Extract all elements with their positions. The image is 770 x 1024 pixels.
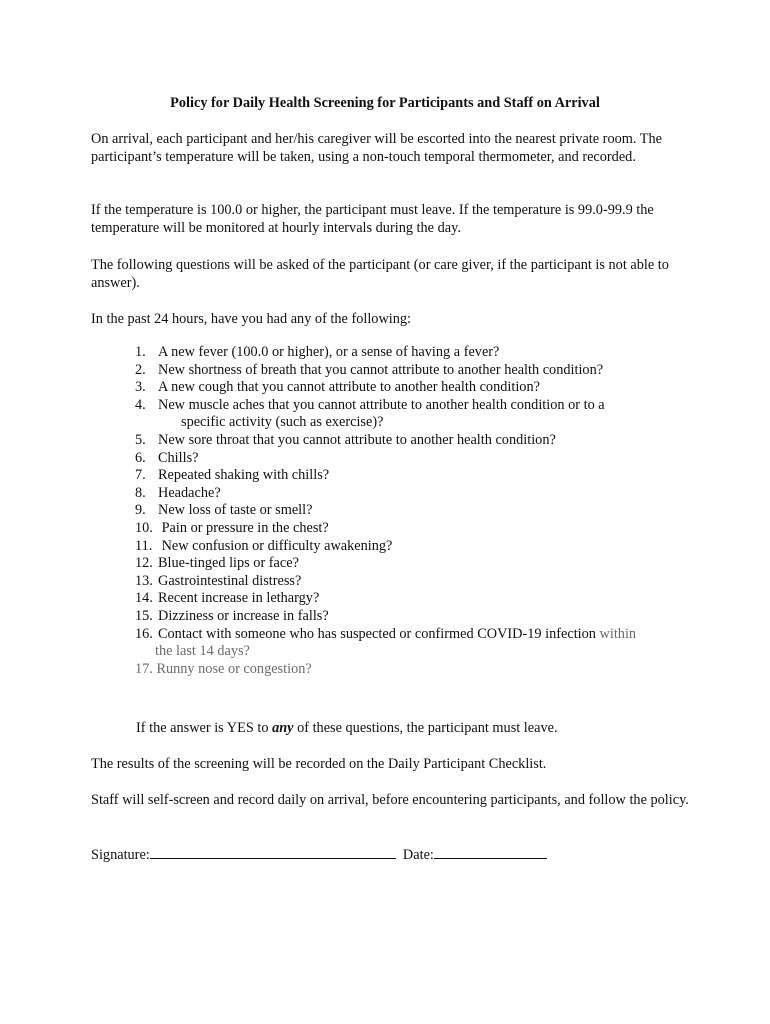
questions-intro-paragraph: The following questions will be asked of the participant (or care giver, if the participant is not able to answer). (91, 257, 669, 291)
list-item (135, 344, 695, 362)
list-item (135, 485, 695, 503)
date-label: Date: (402, 847, 434, 863)
item-text-continued: specific activity (such as exercise)? (181, 414, 384, 431)
list-item (135, 362, 695, 380)
arrival-paragraph: On arrival, each participant and her/his caregiver will be escorted into the nearest private room. The participant’s temperature will be taken, using a non-touch temporal thermometer, and recorded. (91, 131, 662, 165)
item-text: New shortness of breath that you cannot attribute to another health condition? (158, 361, 604, 378)
item-number: 4. (135, 396, 146, 413)
yes-rule-after: of these questions, the participant must leave. (293, 720, 558, 736)
item-number: 14. (135, 590, 153, 607)
item-text: Dizziness or increase in falls? (158, 607, 329, 624)
signature-label: Signature: (91, 847, 150, 863)
temperature-paragraph: If the temperature is 100.0 or higher, the participant must leave. If the temperature is 99.0-99.9 the temperature will be monitored at hourly intervals during the day. (91, 202, 654, 236)
screening-questions-list (135, 344, 695, 678)
list-item (135, 555, 695, 573)
list-item (135, 450, 695, 468)
signature-line (91, 845, 547, 864)
list-item (135, 626, 695, 661)
list-item (135, 502, 695, 520)
item-text: New sore throat that you cannot attribute to another health condition? (158, 431, 556, 448)
item-text-continued: the last 14 days? (155, 643, 250, 660)
item-text: Runny nose or congestion? (156, 660, 312, 677)
item-text: Pain or pressure in the chest? (158, 519, 329, 536)
list-item (135, 661, 695, 679)
list-item (135, 467, 695, 485)
item-text: Chills? (158, 449, 199, 466)
list-item (135, 608, 695, 626)
item-text: Repeated shaking with chills? (158, 467, 330, 484)
past-24-hours-paragraph: In the past 24 hours, have you had any of the following: (91, 311, 412, 327)
list-item (135, 590, 695, 608)
yes-rule-before: If the answer is YES to (136, 720, 273, 736)
item-text: New confusion or difficulty awakening? (158, 537, 393, 554)
item-number: 15. (135, 607, 153, 624)
item-number: 11. (135, 537, 153, 554)
list-item (135, 538, 695, 556)
yes-rule-emphasis: any (272, 720, 294, 736)
list-item (135, 573, 695, 591)
list-item (135, 397, 695, 432)
item-number: 9. (135, 502, 146, 519)
yes-rule (136, 719, 558, 737)
item-number: 12. (135, 555, 153, 572)
item-number: 1. (135, 344, 146, 360)
list-item (135, 520, 695, 538)
item-text: Headache? (158, 484, 221, 501)
signature-field[interactable] (150, 845, 396, 859)
item-number: 7. (135, 467, 146, 484)
item-text: A new cough that you cannot attribute to another health condition? (158, 379, 540, 396)
item-number: 10. (135, 519, 153, 536)
item-text: Contact with someone who has suspected or confirmed COVID-19 infection (158, 625, 596, 642)
list-item (135, 432, 695, 450)
item-text-gray: within (595, 625, 637, 642)
item-text: Recent increase in lethargy? (158, 590, 320, 607)
item-number: 3. (135, 379, 146, 396)
item-number: 6. (135, 449, 146, 466)
results-paragraph: The results of the screening will be recorded on the Daily Participant Checklist. (91, 756, 547, 772)
list-item (135, 379, 695, 397)
item-number: 16. (135, 625, 153, 642)
item-text: Gastrointestinal distress? (158, 572, 302, 589)
item-number: 17. (135, 660, 153, 677)
item-number: 5. (135, 431, 146, 448)
staff-paragraph: Staff will self-screen and record daily on arrival, before encountering participants, and follow the policy. (91, 792, 689, 808)
item-text: Blue-tinged lips or face? (158, 555, 299, 572)
item-text: New muscle aches that you cannot attribute to another health condition or to a (158, 396, 605, 413)
item-text: New loss of taste or smell? (158, 502, 313, 519)
item-number: 13. (135, 572, 153, 589)
date-field[interactable] (434, 845, 547, 859)
item-text: A new fever (100.0 or higher), or a sense of having a fever? (158, 344, 500, 360)
item-number: 8. (135, 484, 146, 501)
page-title: Policy for Daily Health Screening for Participants and Staff on Arrival (170, 95, 600, 111)
item-number: 2. (135, 361, 146, 378)
